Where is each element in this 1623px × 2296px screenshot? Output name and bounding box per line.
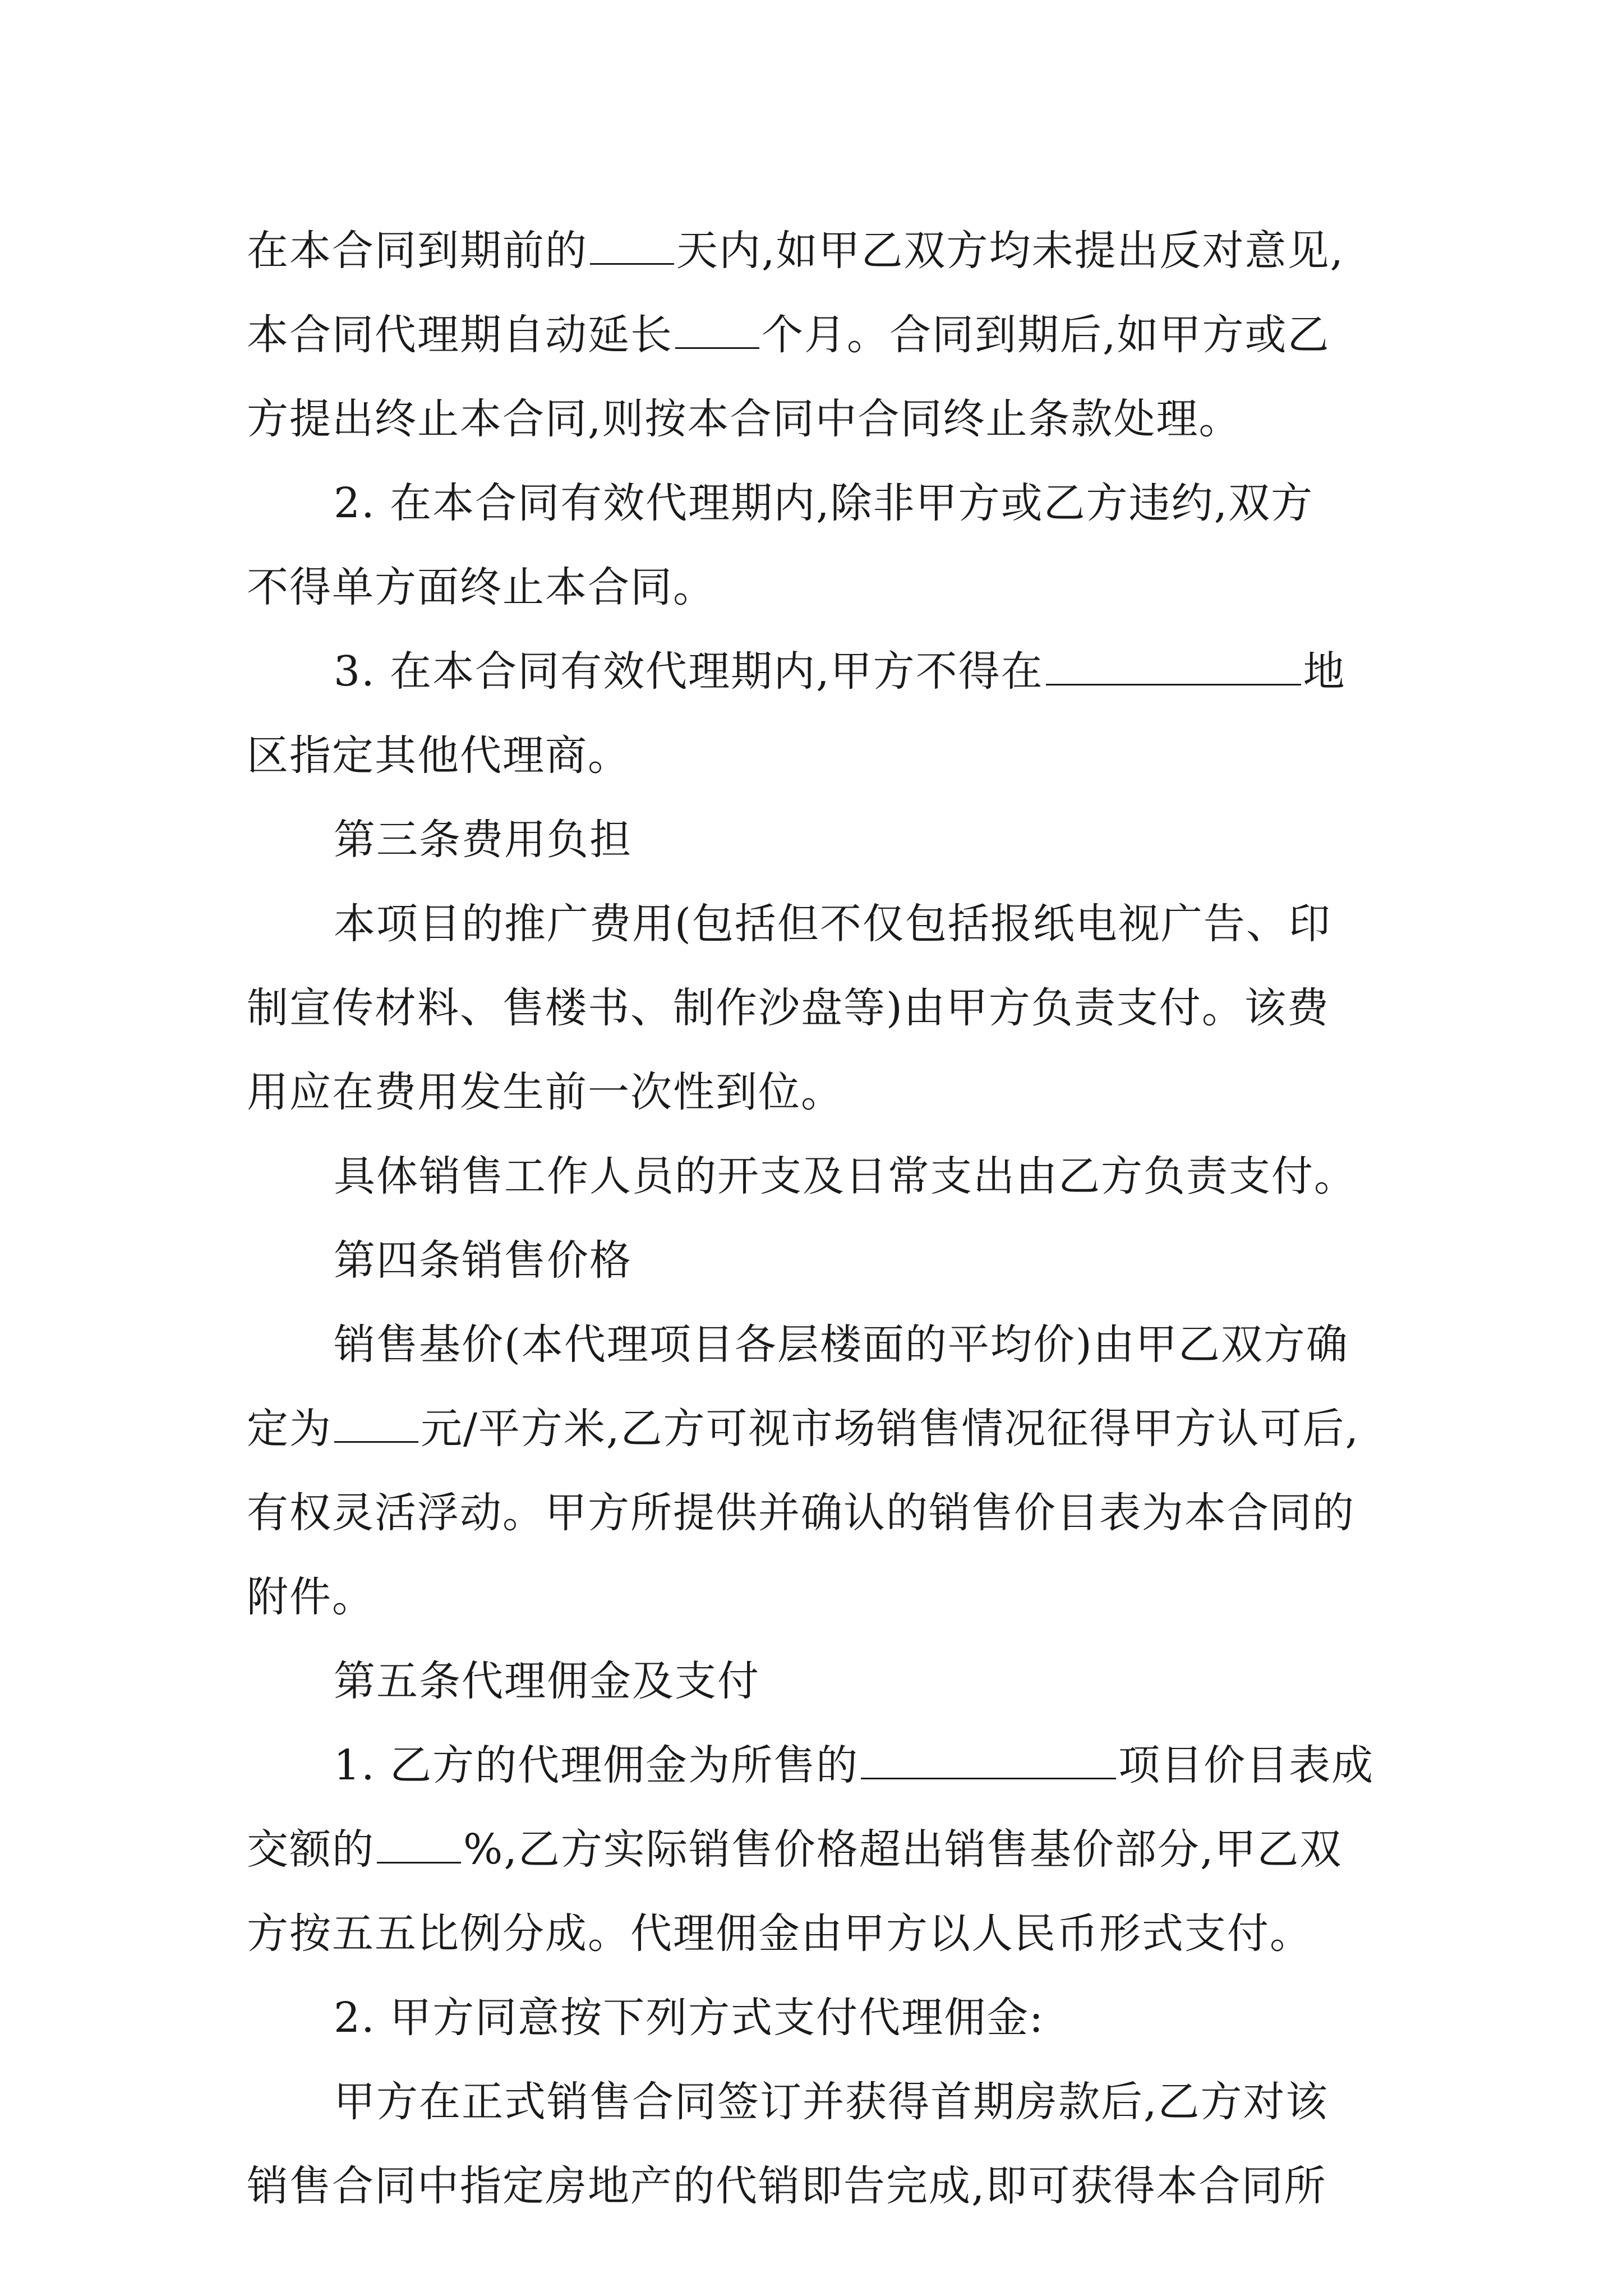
text-line: 有权灵活浮动。甲方所提供并确认的销售价目表为本合同的 [247, 1489, 1355, 1537]
text-line: 本合同代理期自动延长 个月。合同到期后,如甲方或乙 [247, 311, 1330, 359]
text-line: 2. 甲方同意按下列方式支付代理佣金: [334, 1994, 1045, 2042]
text-line: 方提出终止本合同,则按本合同中合同终止条款处理。 [247, 395, 1242, 443]
text-line: 不得单方面终止本合同。 [247, 563, 716, 611]
text-line: 甲方在正式销售合同签订并获得首期房款后,乙方对该 [334, 2078, 1329, 2126]
section-heading: 第三条费用负担 [334, 816, 632, 864]
text-line: 3. 在本合同有效代理期内,甲方不得在 地 [334, 647, 1346, 696]
section-heading: 第四条销售价格 [334, 1236, 632, 1285]
text-line: 交额的 %,乙方实际销售价格超出销售基价部分,甲乙双 [247, 1825, 1343, 1874]
text-line: 2. 在本合同有效代理期内,除非甲方或乙方违约,双方 [334, 479, 1314, 527]
text-line: 具体销售工作人员的开支及日常支出由乙方负责支付。 [334, 1152, 1357, 1200]
blank-days [590, 226, 674, 265]
blank-percent [377, 1824, 461, 1864]
text-line: 销售基价(本代理项目各层楼面的平均价)由甲乙双方确 [334, 1320, 1349, 1369]
text-line: 在本合同到期前的 天内,如甲乙双方均未提出反对意见, [247, 227, 1345, 275]
text-line: 用应在费用发生前一次性到位。 [247, 1068, 843, 1116]
section-heading: 第五条代理佣金及支付 [334, 1657, 760, 1705]
blank-region [1046, 646, 1301, 685]
text-line: 定为 元/平方米,乙方可视市场销售情况征得甲方认可后, [247, 1405, 1359, 1453]
blank-months [675, 310, 759, 349]
blank-project [861, 1740, 1116, 1779]
text-line: 销售合同中指定房地产的代销即告完成,即可获得本合同所 [247, 2162, 1327, 2210]
contract-body [247, 209, 1391, 2228]
text-line: 制宣传材料、售楼书、制作沙盘等)由甲方负责支付。该费 [247, 984, 1330, 1032]
text-line: 附件。 [247, 1573, 375, 1621]
text-line: 方按五五比例分成。代理佣金由甲方以人民币形式支付。 [247, 1910, 1312, 1958]
blank-price [334, 1404, 418, 1443]
text-line: 1. 乙方的代理佣金为所售的 项目价目表成 [334, 1741, 1375, 1789]
text-line: 区指定其他代理商。 [247, 731, 630, 780]
text-line: 本项目的推广费用(包括但不仅包括报纸电视广告、印 [334, 900, 1331, 948]
